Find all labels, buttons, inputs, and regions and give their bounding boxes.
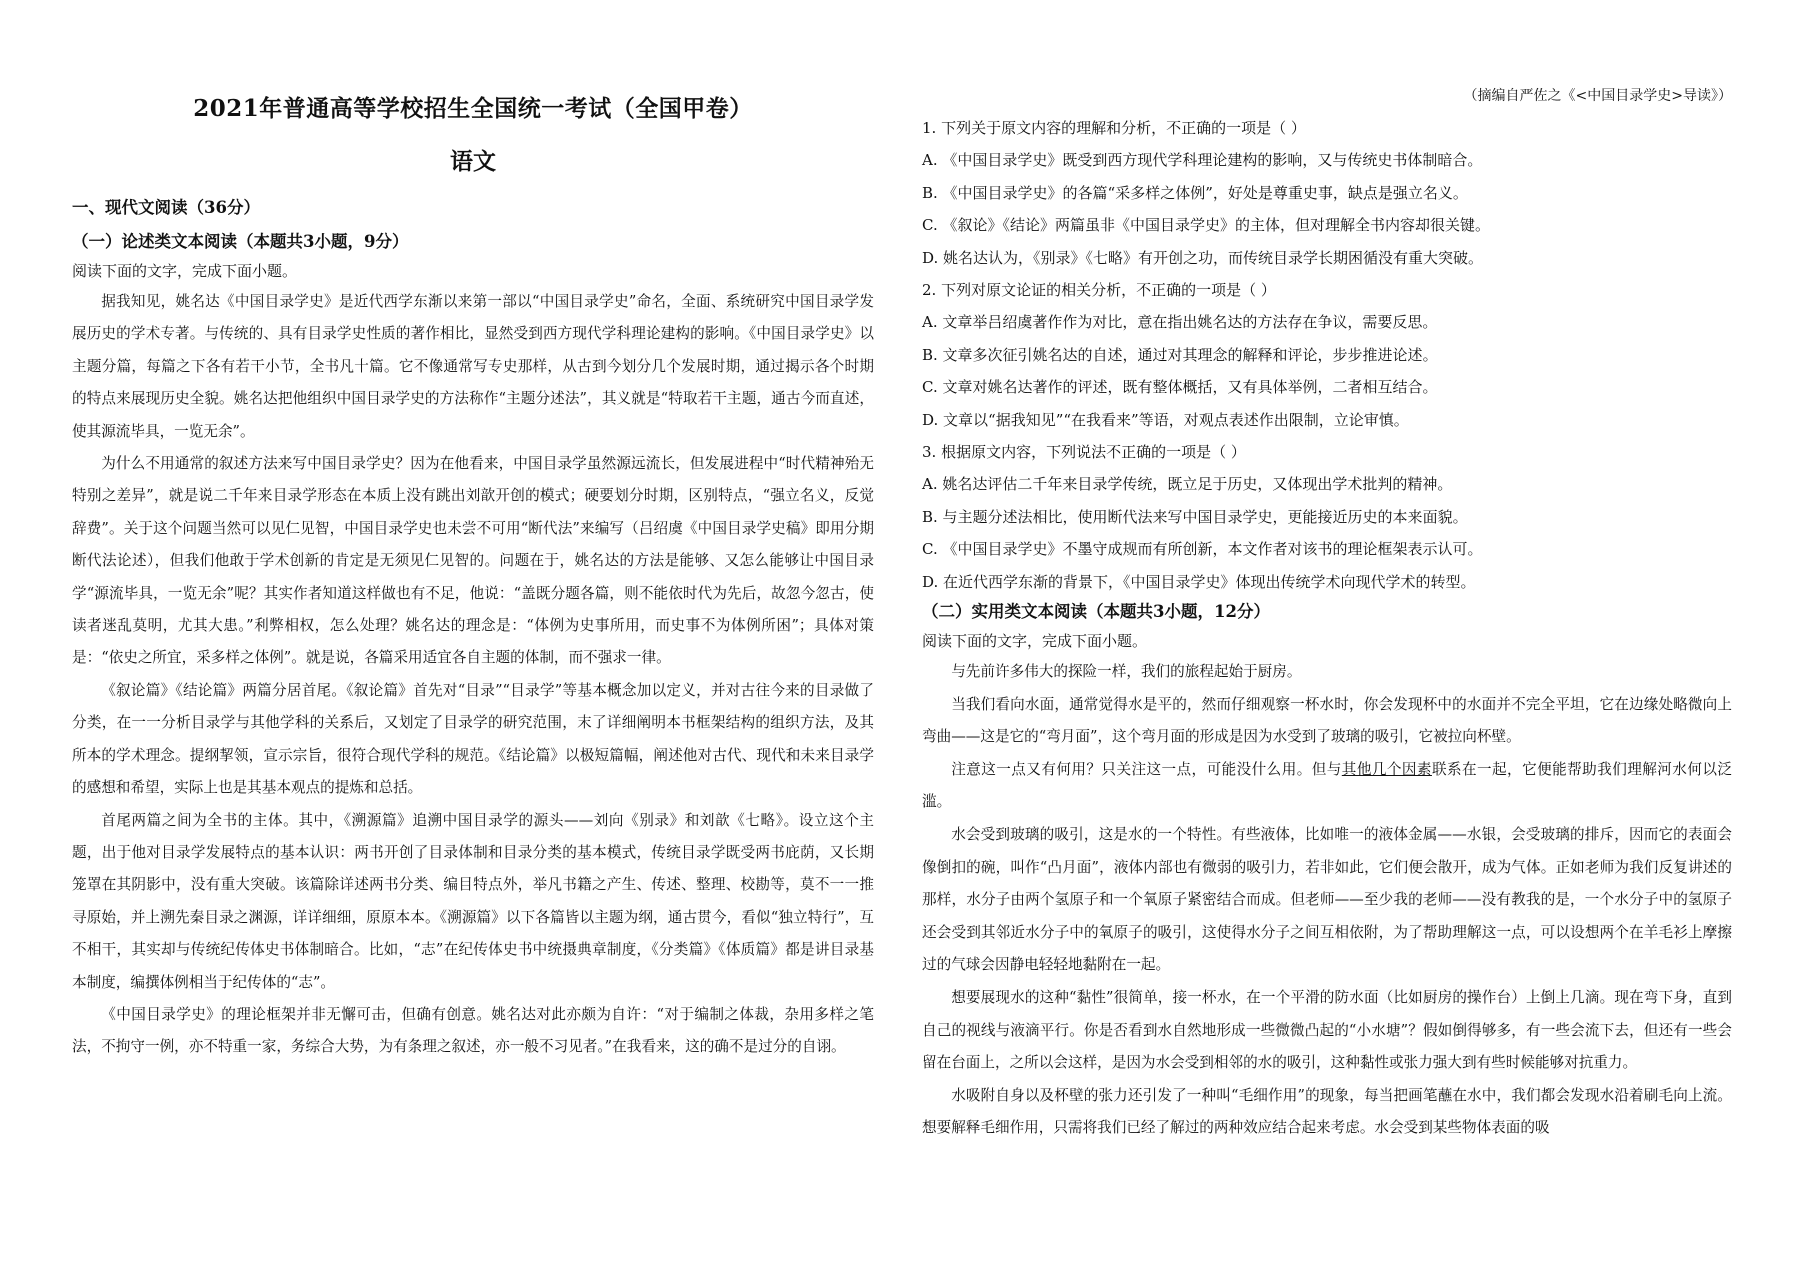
- option-a: A. 《中国目录学史》既受到西方现代学科理论建构的影响，又与传统史书体制暗合。: [922, 151, 1483, 170]
- option-b: B. 《中国目录学史》的各篇“采多样之体例”，好处是尊重史事，缺点是强立名义。: [922, 183, 1468, 202]
- part2-heading: （二）实用类文本阅读（本题共3小题，12分）: [922, 602, 1270, 622]
- section-heading: 一、现代文阅读（36分）: [72, 198, 260, 217]
- question-stem: 1. 下列关于原文内容的理解和分析，不正确的一项是（ ）: [922, 119, 1306, 137]
- option-a: A. 姚名达评估二千年来目录学传统，既立足于历史，又体现出学术批判的精神。: [922, 475, 1453, 494]
- option-b: B. 与主题分述法相比，使用断代法来写中国目录学史，更能接近历史的本来面貌。: [922, 507, 1468, 526]
- text2-p3-before: 注意这一点又有何用？只关注这一点，可能没什么用。但与: [951, 760, 1342, 778]
- passage-paragraph-3: 《叙论篇》《结论篇》两篇分居首尾。《叙论篇》首先对“目录”“目录学”等基本概念加以定义，并对古往今来的目录做了分类，在一一分析目录学与其他学科的关系后，又划定了目录学的研究范围，末了详细阐明本书框架结构的组织方法，及其所本的学术理念。提纲挈领，宣示宗旨，很符合现代学科的规范。《结论篇》以极短篇幅，阐述他对古代、现代和未来目录学的感想和希望，实际上也是其基本观点的提炼和总括。: [72, 681, 874, 797]
- text2-paragraph-3: [922, 754, 1732, 819]
- question-3: [922, 436, 1732, 598]
- option-a: A. 文章举吕绍虞著作作为对比，意在指出姚名达的方法存在争议，需要反思。: [922, 313, 1438, 332]
- passage-paragraph-5: 《中国目录学史》的理论框架并非无懈可击，但确有创意。姚名达对此亦颇为自许：“对于编制之体裁，杂用多样之笔法，不拘守一例，亦不特重一家，务综合大势，为有条理之叙述，亦一般不习见者。”在我看来，这的确不是过分的自诩。: [72, 1005, 874, 1056]
- text2-p3-after: 联系在一起，它便能帮助我们理解河水何以泛滥。: [922, 760, 1732, 811]
- question-2: [922, 274, 1732, 436]
- question-1: [922, 112, 1732, 274]
- option-b: B. 文章多次征引姚名达的自述，通过对其理念的解释和评论，步步推进论述。: [922, 345, 1438, 364]
- subject-title: 语文: [450, 148, 496, 175]
- text2-paragraph-5: 想要展现水的这种“黏性”很简单，接一杯水，在一个平滑的防水面（比如厨房的操作台）上倒上几滴。现在弯下身，直到自己的视线与液滴平行。你是否看到水自然地形成一些微微凸起的“小水塘”？假如倒得够多，有一些会流下去，但还有一些会留在台面上，之所以会这样，是因为水会受到相邻的水的吸引，这种黏性或张力强大到有些时候能够对抗重力。: [922, 989, 1732, 1072]
- option-d: D. 在近代西学东渐的背景下，《中国目录学史》体现出传统学术向现代学术的转型。: [922, 572, 1476, 591]
- question-stem: 3. 根据原文内容，下列说法不正确的一项是（ ）: [922, 443, 1246, 462]
- right-column: [922, 0, 1732, 1145]
- passage-paragraph-2: 为什么不用通常的叙述方法来写中国目录学史？因为在他看来，中国目录学虽然源远流长，但发展进程中“时代精神殆无特别之差异”，就是说二千年来目录学形态在本质上没有跳出刘歆开创的模式；硬要划分时期，区别特点，“强立名义，反觉辞费”。关于这个问题当然可以见仁见智，中国目录学史也未尝不可用“断代法”来编写（吕绍虞《中国目录学史稿》即用分期断代法论述），但我们他敢于学术创新的肯定是无须见仁见智的。问题在于，姚名达的方法是能够、又怎么能够让中国目录学“源流毕具，一览无余”呢？其实作者知道这样做也有不足，他说：“盖既分题各篇，则不能依时代为先后，故忽今忽古，使读者迷乱莫明，尤其大患。”利弊相权，怎么处理？姚名达的理念是：“体例为史事所用，而史事不为体例所困”；具体对策是：“依史之所宜，采多样之体例”。就是说，各篇采用适宜各自主题的体制，而不强求一律。: [72, 455, 874, 667]
- exam-title: 2021年普通高等学校招生全国统一考试（全国甲卷）: [193, 95, 753, 122]
- question-stem: 2. 下列对原文论证的相关分析，不正确的一项是（ ）: [922, 281, 1276, 300]
- text2-paragraph-6: 水吸附自身以及杯壁的张力还引发了一种叫“毛细作用”的现象，每当把画笔蘸在水中，我们都会发现水沿着刷毛向上流。想要解释毛细作用，只需将我们已经了解过的两种效应结合起来考虑。水会受到某些物体表面的吸: [922, 1086, 1732, 1137]
- passage-source: （摘编自严佐之《<中国目录学史>导读》）: [1463, 88, 1732, 104]
- option-c: C. 《叙论》《结论》两篇虽非《中国目录学史》的主体，但对理解全书内容却很关键。: [922, 216, 1490, 235]
- underlined-phrase: 其他几个因素: [1341, 760, 1432, 778]
- part2-intro: 阅读下面的文字，完成下面小题。: [922, 632, 1148, 651]
- passage-paragraph-4: 首尾两篇之间为全书的主体。其中，《溯源篇》追溯中国目录学的源头——刘向《别录》和刘歆《七略》。设立这个主题，出于他对目录学发展特点的基本认识：两书开创了目录体制和目录分类的基本模式，传统目录学既受两书庇荫，又长期笼罩在其阴影中，没有重大突破。该篇除详述两书分类、编目特点外，举凡书籍之产生、传述、整理、校勘等，莫不一一推寻原始，并上溯先秦目录之渊源，详详细细，原原本本。《溯源篇》以下各篇皆以主题为纲，通古贯今，看似“独立特行”，互不相干，其实却与传统纪传体史书体制暗合。比如，“志”在纪传体史书中统摄典章制度，《分类篇》《体质篇》都是讲目录基本制度，编撰体例相当于纪传体的“志”。: [72, 811, 874, 991]
- part1-intro: 阅读下面的文字，完成下面小题。: [72, 262, 298, 280]
- text2-paragraph-4: 水会受到玻璃的吸引，这是水的一个特性。有些液体，比如唯一的液体金属——水银，会受玻璃的排斥，因而它的表面会像倒扣的碗，叫作“凸月面”，液体内部也有微弱的吸引力，若非如此，它们便会散开，成为气体。正如老师为我们反复讲述的那样，水分子由两个氢原子和一个氧原子紧密结合而成。但老师——至少我的老师——没有教我的是，一个水分子中的氢原子还会受到其邻近水分子中的氧原子的吸引，这使得水分子之间互相依附，为了帮助理解这一点，可以设想两个在羊毛衫上摩擦过的气球会因静电轻轻地黏附在一起。: [922, 826, 1732, 974]
- text2-paragraph-2: 当我们看向水面，通常觉得水是平的，然而仔细观察一杯水时，你会发现杯中的水面并不完全平坦，它在边缘处略微向上弯曲——这是它的“弯月面”，这个弯月面的形成是因为水受到了玻璃的吸引，它被拉向杯壁。: [922, 695, 1732, 746]
- text2-paragraph-1: 与先前许多伟大的探险一样，我们的旅程起始于厨房。: [951, 663, 1302, 681]
- option-d: D. 文章以“据我知见”“在我看来”等语，对观点表述作出限制，立论审慎。: [922, 410, 1409, 429]
- part1-heading: （一）论述类文本阅读（本题共3小题，9分）: [72, 232, 409, 251]
- left-column: [72, 0, 874, 1064]
- passage-paragraph-1: 据我知见，姚名达《中国目录学史》是近代西学东渐以来第一部以“中国目录学史”命名，全面、系统研究中国目录学发展历史的学术专著。与传统的、具有目录学史性质的著作相比，显然受到西方现代学科理论建构的影响。《中国目录学史》以主题分篇，每篇之下各有若干小节，全书凡十篇。它不像通常写专史那样，从古到今划分几个发展时期，通过揭示各个时期的特点来展现历史全貌。姚名达把他组织中国目录学史的方法称作“主题分述法”，其义就是“特取若干主题，通古今而直述，使其源流毕具，一览无余”。: [72, 293, 874, 440]
- option-c: C. 文章对姚名达著作的评述，既有整体概括，又有具体举例，二者相互结合。: [922, 378, 1438, 397]
- option-d: D. 姚名达认为，《别录》《七略》有开创之功，而传统目录学长期困循没有重大突破。: [922, 248, 1484, 267]
- option-c: C. 《中国目录学史》不墨守成规而有所创新，本文作者对该书的理论框架表示认可。: [922, 540, 1483, 559]
